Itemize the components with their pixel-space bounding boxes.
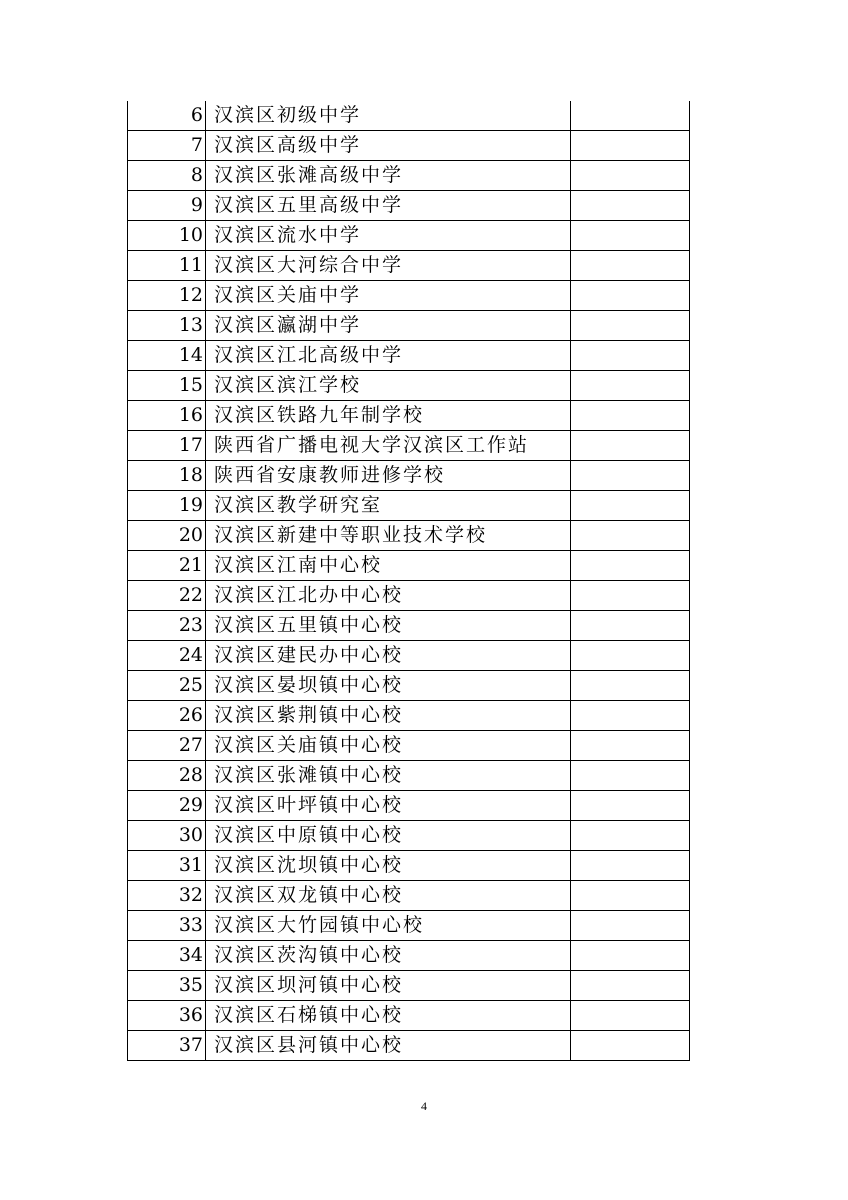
empty-cell [571,551,690,581]
table-row [128,311,690,341]
unit-name: 汉滨区铁路九年制学校 [206,401,571,431]
table-row [128,341,690,371]
unit-name: 汉滨区滨江学校 [206,371,571,401]
unit-name: 汉滨区江北办中心校 [206,581,571,611]
row-number: 35 [128,971,206,1001]
table-row [128,431,690,461]
table-row [128,671,690,701]
table-row [128,251,690,281]
empty-cell [571,521,690,551]
empty-cell [571,221,690,251]
empty-cell [571,671,690,701]
school-list-table [127,101,690,1061]
table-body [128,101,690,1061]
unit-name: 汉滨区江南中心校 [206,551,571,581]
row-number: 17 [128,431,206,461]
row-number: 37 [128,1031,206,1061]
unit-name: 汉滨区沈坝镇中心校 [206,851,571,881]
unit-name: 陕西省广播电视大学汉滨区工作站 [206,431,571,461]
table-row [128,581,690,611]
table-row [128,1031,690,1061]
unit-name: 汉滨区瀛湖中学 [206,311,571,341]
empty-cell [571,941,690,971]
row-number: 29 [128,791,206,821]
empty-cell [571,431,690,461]
table-row [128,731,690,761]
empty-cell [571,581,690,611]
table-row [128,461,690,491]
table-row [128,881,690,911]
table-row [128,551,690,581]
unit-name: 汉滨区五里镇中心校 [206,611,571,641]
row-number: 33 [128,911,206,941]
empty-cell [571,791,690,821]
unit-name: 汉滨区叶坪镇中心校 [206,791,571,821]
row-number: 28 [128,761,206,791]
row-number: 23 [128,611,206,641]
row-number: 14 [128,341,206,371]
empty-cell [571,281,690,311]
row-number: 31 [128,851,206,881]
unit-name: 汉滨区张滩镇中心校 [206,761,571,791]
row-number: 21 [128,551,206,581]
row-number: 30 [128,821,206,851]
row-number: 24 [128,641,206,671]
unit-name: 汉滨区中原镇中心校 [206,821,571,851]
empty-cell [571,461,690,491]
table-row [128,491,690,521]
empty-cell [571,881,690,911]
unit-name: 汉滨区张滩高级中学 [206,161,571,191]
empty-cell [571,401,690,431]
unit-name: 汉滨区石梯镇中心校 [206,1001,571,1031]
row-number: 11 [128,251,206,281]
table-row [128,611,690,641]
unit-name: 汉滨区新建中等职业技术学校 [206,521,571,551]
unit-name: 汉滨区茨沟镇中心校 [206,941,571,971]
row-number: 9 [128,191,206,221]
unit-name: 汉滨区大河综合中学 [206,251,571,281]
table-row [128,371,690,401]
empty-cell [571,131,690,161]
unit-name: 汉滨区关庙镇中心校 [206,731,571,761]
unit-name: 汉滨区教学研究室 [206,491,571,521]
empty-cell [571,371,690,401]
unit-name: 汉滨区大竹园镇中心校 [206,911,571,941]
page-number: 4 [421,1099,427,1113]
unit-name: 汉滨区流水中学 [206,221,571,251]
row-number: 16 [128,401,206,431]
table-row [128,521,690,551]
empty-cell [571,1031,690,1061]
table-row [128,281,690,311]
row-number: 6 [128,101,206,131]
unit-name: 汉滨区坝河镇中心校 [206,971,571,1001]
empty-cell [571,641,690,671]
empty-cell [571,731,690,761]
unit-name: 汉滨区关庙中学 [206,281,571,311]
unit-name: 汉滨区双龙镇中心校 [206,881,571,911]
row-number: 25 [128,671,206,701]
empty-cell [571,161,690,191]
empty-cell [571,821,690,851]
table-row [128,821,690,851]
table-row [128,941,690,971]
table-row [128,851,690,881]
empty-cell [571,191,690,221]
row-number: 19 [128,491,206,521]
empty-cell [571,101,690,131]
empty-cell [571,971,690,1001]
table-row [128,791,690,821]
row-number: 15 [128,371,206,401]
row-number: 8 [128,161,206,191]
table-row [128,401,690,431]
row-number: 34 [128,941,206,971]
row-number: 18 [128,461,206,491]
table-row [128,131,690,161]
table-row [128,221,690,251]
empty-cell [571,611,690,641]
row-number: 26 [128,701,206,731]
empty-cell [571,491,690,521]
table-row [128,971,690,1001]
table-row [128,161,690,191]
empty-cell [571,851,690,881]
table-row [128,1001,690,1031]
row-number: 36 [128,1001,206,1031]
empty-cell [571,911,690,941]
unit-name: 汉滨区县河镇中心校 [206,1031,571,1061]
table-row [128,191,690,221]
unit-name: 汉滨区晏坝镇中心校 [206,671,571,701]
unit-name: 汉滨区紫荆镇中心校 [206,701,571,731]
empty-cell [571,761,690,791]
empty-cell [571,311,690,341]
row-number: 32 [128,881,206,911]
unit-name: 汉滨区江北高级中学 [206,341,571,371]
table-row [128,911,690,941]
table-row [128,761,690,791]
unit-name: 汉滨区五里高级中学 [206,191,571,221]
unit-name: 汉滨区初级中学 [206,101,571,131]
row-number: 13 [128,311,206,341]
empty-cell [571,341,690,371]
unit-name: 汉滨区建民办中心校 [206,641,571,671]
unit-name: 汉滨区高级中学 [206,131,571,161]
row-number: 20 [128,521,206,551]
table-row [128,641,690,671]
table-row [128,101,690,131]
empty-cell [571,701,690,731]
row-number: 10 [128,221,206,251]
empty-cell [571,1001,690,1031]
row-number: 7 [128,131,206,161]
table-row [128,701,690,731]
empty-cell [571,251,690,281]
row-number: 12 [128,281,206,311]
unit-name: 陕西省安康教师进修学校 [206,461,571,491]
row-number: 27 [128,731,206,761]
row-number: 22 [128,581,206,611]
